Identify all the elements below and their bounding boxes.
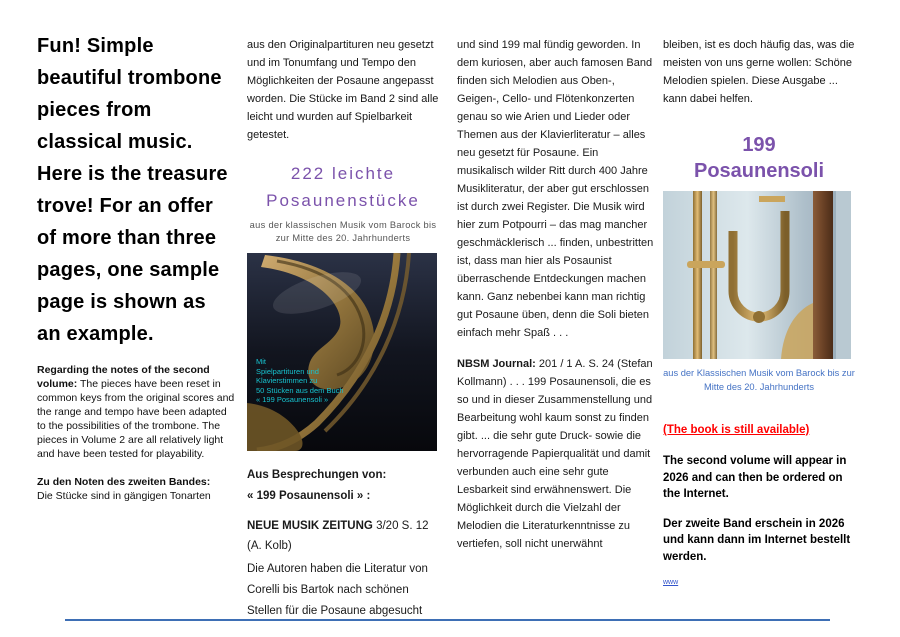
page-title: Fun! Simple beautiful trombone pieces from classical music. Here is the treasure trove! For an offer of more than three pages, one sample page is shown as an example.: [37, 35, 228, 345]
reviews-heading: [247, 465, 439, 507]
note-german-lead: Zu den Noten des zweiten Bandes:: [37, 476, 211, 488]
review-nmz: [247, 516, 439, 556]
note-english-lead: Regarding the notes of the second volume:: [37, 364, 210, 390]
announcement-german: Der zweite Band erschein in 2026 und kann dann im Internet bestellt werden.: [663, 517, 851, 563]
availability-notice: (The book is still available): [663, 424, 810, 436]
review-nmz-text: Die Autoren haben die Literatur von Corelli bis Bartok nach schönen Stellen für die Posaune abgesucht: [247, 563, 428, 617]
cover-overlay-text: [256, 357, 344, 405]
review-nbsm: [457, 355, 654, 553]
announcement-english: The second volume will appear in 2026 and can then be ordered on the Internet.: [663, 455, 847, 500]
review-nbsm-text: 201 / 1 A. S. 24 (Stefan Kollmann) . . . 199 Posaunensoli, die es so und in dieser Zusammenstellung und Bearbeitung wohl kaum sonst zu finden gibt. ... die sehr gute Druck- sowie die hervorragende Papierqualität und damit verbunden auch eine sehr gute Lesbarkeit sind erwähnenswert. Die Möglichkeit durch die Vielzahl der Melodien die Literaturkenntnisse zu vertiefen, soll nicht unerwähnt: [457, 358, 653, 550]
volume1-title-line1: 199: [742, 134, 776, 156]
cover-overlay-line: Spielpartituren und: [256, 366, 319, 376]
volume1-title: [663, 132, 855, 184]
column-reviews: [457, 36, 654, 553]
volume1-cover-photo: [663, 191, 851, 359]
review-nmz-continued: und sind 199 mal fündig geworden. In dem kuriosen, aber auch famosen Band finden sich Melodien aus Oben-, Geigen-, Cello- und Flötenkonzerten genau so wie Arien und Lieder oder Themen aus der Klavierliteratur – alles neu gesetzt für Posaune. Ein musikalisch wilder Ritt durch 400 Jahre Musikliteratur, der aber gut erschlossen ist durch zwei Register. Die Musik wird hier zum Potpourri – das mag mancher geschmäcklerisch ... finden, unbestritten ist, dass man hier als Posaunist überraschende Entdeckungen machen kann. Ganz nebenbei kann man richtig gut Posaune üben, denn die Soli bieten einfach mehr Spaß . . .: [457, 39, 654, 339]
volume2-subtitle: aus der klassischen Musik vom Barock bis zur Mitte des 20. Jahrhunderts: [249, 220, 437, 243]
note-german-body: Die Stücke sind in gängigen Tonarten: [37, 490, 211, 502]
note-english-body: The pieces have been reset in common keys from the original scores and the range and tempo have been adapted to the possibilities of the trombone. The pieces in Volume 2 are all relatively light and have been tested for playability.: [37, 378, 235, 460]
reviews-heading-line2: « 199 Posaunensoli » :: [247, 490, 371, 502]
note-german: [37, 475, 235, 503]
footer-divider-line: [65, 619, 830, 621]
column-volume1: [663, 36, 855, 589]
hanging-trombones-photo-graphic: [663, 191, 851, 359]
trombone-bell-photo-graphic: [247, 253, 437, 451]
volume2-title-line1: 222 leichte: [290, 164, 396, 183]
volume2-title-line2: Posaunenstücke: [266, 191, 420, 210]
cover-overlay-line: Klavierstimmen zu: [256, 376, 318, 385]
review-nbsm-ending: bleiben, ist es doch häufig das, was die meisten von uns gerne wollen: Schöne Melodien spielen. Diese Ausgabe ... kann dabei helfen.: [663, 39, 855, 105]
cover-overlay-line: 50 Stücken aus dem Buch: [256, 385, 344, 395]
review-nmz-ref: 3/20 S. 12 (A. Kolb): [247, 520, 429, 552]
column-headline: [37, 30, 235, 503]
volume2-title: [247, 160, 439, 214]
volume1-title-line2: Posaunensoli: [693, 160, 825, 182]
reviews-heading-line1: Aus Besprechungen von:: [247, 469, 387, 481]
volume2-cover-photo: [247, 253, 437, 451]
cover-overlay-line: Mit: [256, 357, 266, 366]
review-nbsm-source: NBSM Journal:: [457, 358, 536, 370]
volume2-intro-text: aus den Originalpartituren neu gesetzt und im Tonumfang und Tempo den Möglichkeiten der Posaune angepasst worden. Die Stücke im Band 2 sind alle leicht und wurden auf Spielbarkeit getestet.: [247, 39, 439, 141]
cover-overlay-line: « 199 Posaunensoli »: [256, 395, 329, 404]
review-nmz-source: NEUE MUSIK ZEITUNG: [247, 520, 373, 532]
volume1-caption: aus der Klassischen Musik vom Barock bis zur Mitte des 20. Jahrhunderts: [663, 368, 855, 392]
footer-link[interactable]: www: [663, 579, 679, 586]
column-volume2: [247, 36, 439, 622]
note-english: [37, 363, 235, 461]
